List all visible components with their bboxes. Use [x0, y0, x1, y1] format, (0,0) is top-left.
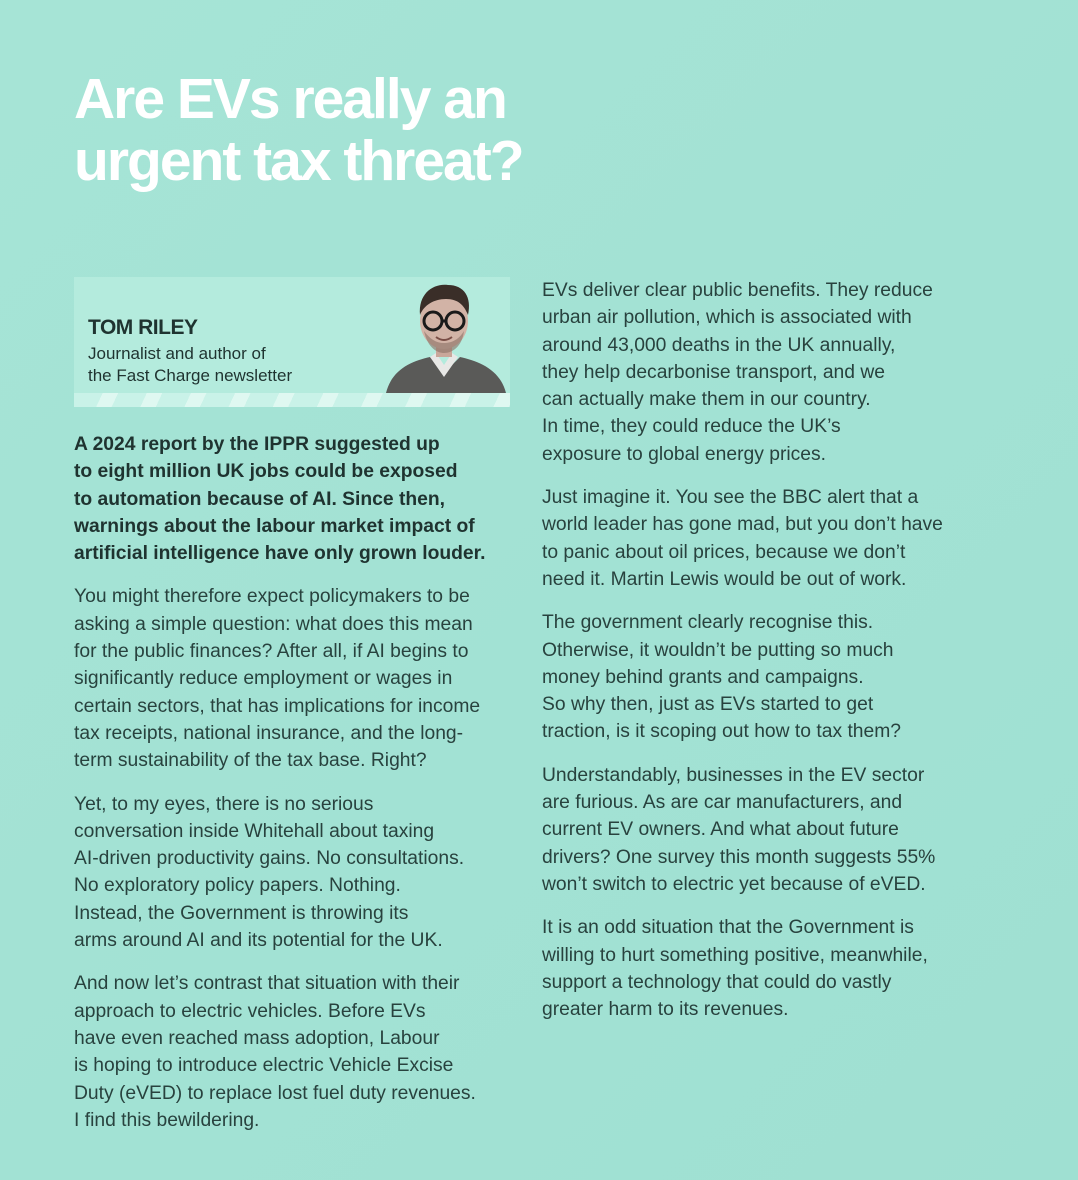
text-line: arms around AI and its potential for the UK. — [74, 930, 443, 952]
text-line: around 43,000 deaths in the UK annually, — [542, 334, 896, 356]
author-bio-line: Journalist and author of — [88, 344, 266, 363]
body-paragraph — [74, 583, 514, 774]
text-line: warnings about the labour market impact of — [74, 515, 475, 537]
text-line: The government clearly recognise this. — [542, 612, 874, 634]
text-line: is hoping to introduce electric Vehicle Excise — [74, 1055, 454, 1077]
text-line: to eight million UK jobs could be exposed — [74, 461, 458, 483]
text-line: have even reached mass adoption, Labour — [74, 1027, 440, 1049]
text-line: current EV owners. And what about future — [542, 819, 899, 841]
text-line: artificial intelligence have only grown louder. — [74, 543, 486, 565]
left-column — [74, 431, 514, 1150]
body-paragraph — [542, 914, 982, 1023]
text-line: conversation inside Whitehall about taxing — [74, 820, 435, 842]
author-card — [74, 277, 510, 407]
text-line: for the public finances? After all, if AI begins to — [74, 641, 469, 663]
author-photo — [378, 277, 510, 393]
text-line: approach to electric vehicles. Before EVs — [74, 1000, 426, 1022]
text-line: are furious. As are car manufacturers, and — [542, 792, 903, 814]
text-line: You might therefore expect policymakers to be — [74, 586, 470, 608]
title-line: Are EVs really an — [74, 67, 506, 131]
text-line: traction, is it scoping out how to tax them? — [542, 721, 902, 743]
text-line: significantly reduce employment or wages in — [74, 668, 453, 690]
text-line: So why then, just as EVs started to get — [542, 694, 874, 716]
text-line: Just imagine it. You see the BBC alert that a — [542, 487, 919, 509]
text-line: willing to hurt something positive, meanwhile, — [542, 944, 928, 966]
text-line: exposure to global energy prices. — [542, 443, 827, 465]
text-line: greater harm to its revenues. — [542, 999, 789, 1021]
decorative-stripes — [74, 393, 510, 407]
body-paragraph — [542, 762, 982, 898]
text-line: asking a simple question: what does this mean — [74, 613, 473, 635]
text-line: I find this bewildering. — [74, 1109, 260, 1131]
text-line: Otherwise, it wouldn’t be putting so much — [542, 639, 894, 661]
author-bio — [88, 343, 348, 387]
text-line: No exploratory policy papers. Nothing. — [74, 875, 401, 897]
body-paragraph — [74, 791, 514, 955]
text-line: to panic about oil prices, because we don’t — [542, 541, 906, 563]
text-line: need it. Martin Lewis would be out of work. — [542, 568, 907, 590]
text-line: Duty (eVED) to replace lost fuel duty revenues. — [74, 1082, 476, 1104]
text-line: to automation because of AI. Since then, — [74, 488, 446, 510]
author-name: TOM RILEY — [88, 316, 198, 339]
text-line: Instead, the Government is throwing its — [74, 902, 409, 924]
text-line: It is an odd situation that the Government is — [542, 917, 914, 939]
text-line: can actually make them in our country. — [542, 389, 871, 411]
body-paragraph — [542, 484, 982, 593]
text-line: In time, they could reduce the UK’s — [542, 416, 841, 438]
text-line: drivers? One survey this month suggests 55% — [542, 846, 936, 868]
body-paragraph — [74, 970, 514, 1134]
text-line: money behind grants and campaigns. — [542, 666, 864, 688]
text-line: EVs deliver clear public benefits. They reduce — [542, 280, 933, 301]
text-line: urban air pollution, which is associated with — [542, 307, 912, 329]
author-bio-line: the Fast Charge newsletter — [88, 366, 293, 385]
text-line: Yet, to my eyes, there is no serious — [74, 793, 374, 815]
article-title — [74, 68, 694, 192]
text-line: certain sectors, that has implications for income — [74, 695, 481, 717]
lead-paragraph — [74, 431, 514, 567]
text-line: Understandably, businesses in the EV sector — [542, 764, 925, 786]
text-line: won’t switch to electric yet because of eVED. — [542, 873, 926, 895]
text-line: support a technology that could do vastly — [542, 971, 892, 993]
text-line: tax receipts, national insurance, and the long- — [74, 722, 464, 744]
text-line: A 2024 report by the IPPR suggested up — [74, 434, 440, 455]
text-line: And now let’s contrast that situation with their — [74, 973, 460, 995]
text-line: they help decarbonise transport, and we — [542, 361, 885, 383]
title-line: urgent tax threat? — [74, 129, 523, 193]
body-paragraph — [542, 609, 982, 745]
text-line: world leader has gone mad, but you don’t have — [542, 514, 943, 536]
text-line: AI-driven productivity gains. No consultations. — [74, 848, 465, 870]
body-paragraph — [542, 277, 982, 468]
right-column — [542, 277, 982, 1039]
text-line: term sustainability of the tax base. Right? — [74, 750, 427, 772]
